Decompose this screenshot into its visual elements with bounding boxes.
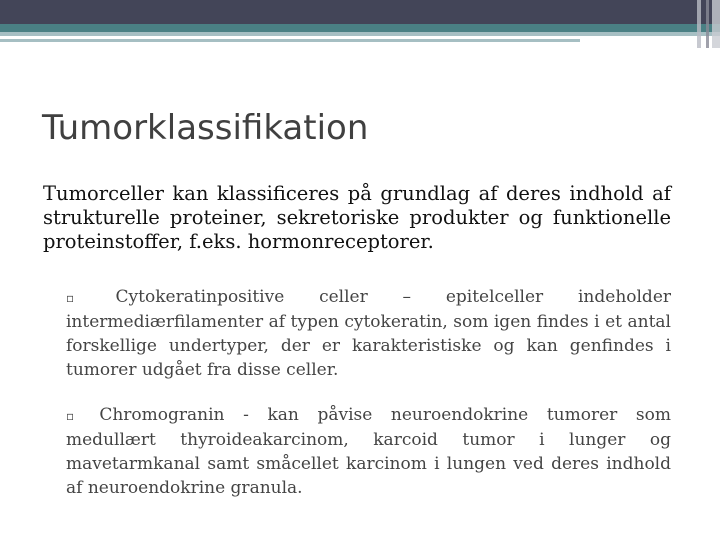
header-stripe <box>697 0 701 48</box>
bullet-text: Chromogranin - kan påvise neuroendokrine tumorer som medullært thyroideakarcinom, karcoid tumor i lunger og mavetarmkanal samt småcellet karcinom i lungen ved deres indhold af neuroendokrine granula. <box>66 405 671 498</box>
slide-title: Tumorklassifikation <box>42 108 369 148</box>
bullet-square-icon: ▫ <box>66 291 104 305</box>
bullet-item <box>66 285 671 382</box>
header-band-white-line <box>0 36 667 39</box>
bullet-text: Cytokeratinpositive celler – epitelceller indeholder intermediærfilamenter af typen cytokeratin, som igen findes i et antal forskellige undertyper, der er karakteristiske og kan genfindes i tumorer udgået fra disse celler. <box>66 287 672 380</box>
bullet-item <box>66 403 671 500</box>
intro-paragraph: Tumorceller kan klassificeres på grundlag af deres indhold af strukturelle proteiner, sekretoriske produkter og funktionelle proteinstoffer, f.eks. hormonreceptorer. <box>43 182 671 253</box>
header-stripe <box>706 0 709 48</box>
header-band-teal <box>0 24 720 32</box>
header-stripe <box>712 0 720 48</box>
header-band-dark <box>0 0 720 24</box>
bullet-square-icon: ▫ <box>66 409 88 423</box>
